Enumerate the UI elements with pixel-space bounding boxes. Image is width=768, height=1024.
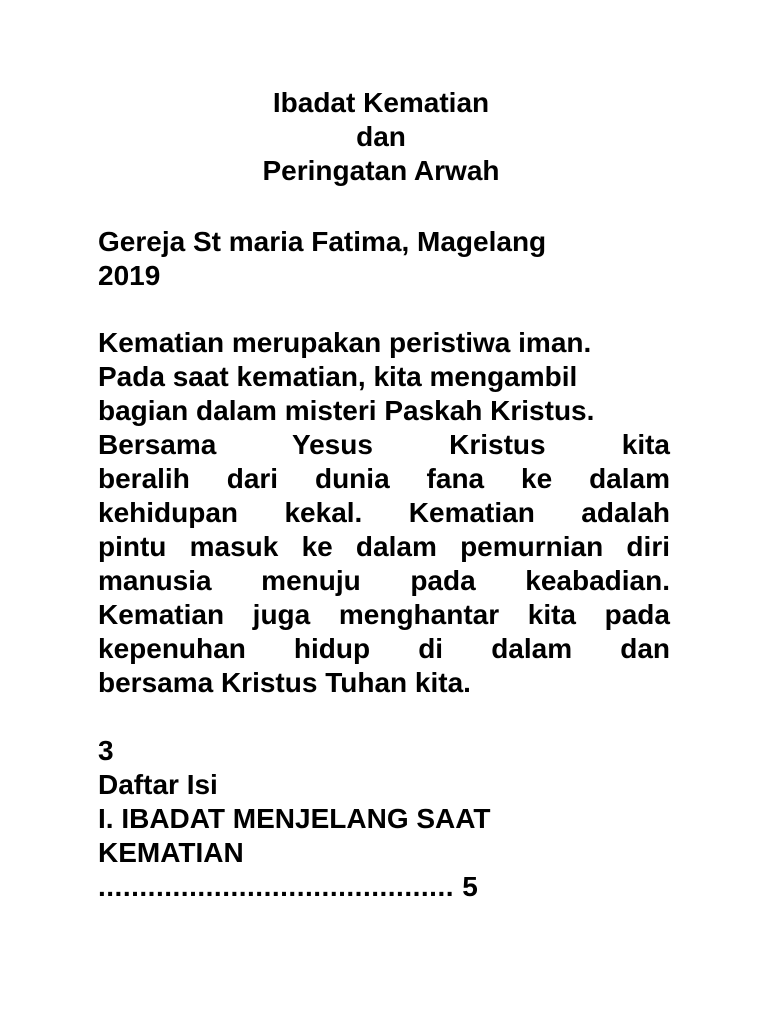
paragraph-line: kepenuhan hidup di dalam dan — [98, 633, 670, 664]
document-page — [98, 86, 670, 904]
toc-entry-title: I. IBADAT MENJELANG SAAT — [98, 803, 491, 834]
church-year: 2019 — [98, 260, 161, 291]
paragraph-line: Pada saat kematian, kita mengambil — [98, 361, 578, 392]
toc-entry-leader: ........................................... 5 — [98, 871, 479, 902]
intro-paragraph — [98, 326, 670, 700]
toc-entry-title-cont: KEMATIAN — [98, 837, 244, 868]
document-title — [92, 86, 670, 188]
title-line-1: Ibadat Kematian — [272, 87, 490, 118]
paragraph-line: beralih dari dunia fana ke dalam — [98, 463, 670, 494]
paragraph-line: Bersama Yesus Kristus kita — [98, 429, 670, 460]
table-of-contents — [98, 734, 670, 904]
paragraph-line: kehidupan kekal. Kematian adalah — [98, 497, 670, 528]
toc-heading: Daftar Isi — [98, 769, 218, 800]
paragraph-line: manusia menuju pada keabadian. — [98, 565, 670, 596]
paragraph-line: bagian dalam misteri Paskah Kristus. — [98, 395, 595, 426]
church-info — [98, 225, 670, 293]
paragraph-line: bersama Kristus Tuhan kita. — [98, 667, 471, 698]
church-name: Gereja St maria Fatima, Magelang — [98, 226, 547, 257]
paragraph-line: Kematian juga menghantar kita pada — [98, 599, 670, 630]
paragraph-line: Kematian merupakan peristiwa iman. — [98, 327, 592, 358]
title-line-2: dan — [356, 121, 406, 152]
page-number: 3 — [98, 735, 114, 766]
title-line-3: Peringatan Arwah — [262, 155, 500, 186]
paragraph-line: pintu masuk ke dalam pemurnian diri — [98, 531, 670, 562]
